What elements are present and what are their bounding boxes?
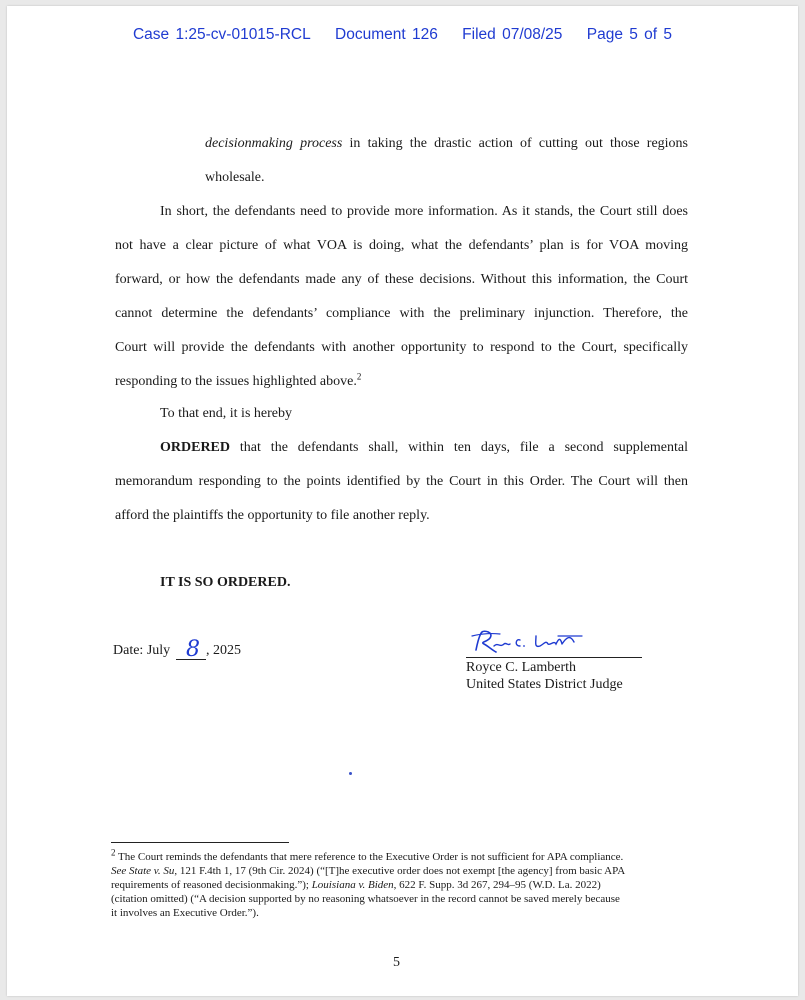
body-line: afford the plaintiffs the opportunity to file another reply. [115, 508, 430, 523]
footnote-line: (citation omitted) (“A decision supported by no reasoning whatsoever in the record cannot be saved merely because [111, 893, 620, 905]
body-line: In short, the defendants need to provide more information. As it stands, the Court still does [160, 204, 688, 219]
signature-line [466, 657, 642, 658]
date-year: , 2025 [206, 643, 241, 658]
footnote-line: it involves an Executive Order.”). [111, 907, 259, 919]
body-line: decisionmaking process in taking the drastic action of cutting out those regions [205, 136, 688, 151]
footnote-reference: 2 [356, 371, 362, 382]
body-line: cannot determine the defendants’ compliance with the preliminary injunction. Therefore, the [115, 306, 688, 321]
body-line: not have a clear picture of what VOA is doing, what the defendants’ plan is for VOA moving [115, 238, 688, 253]
date-label: Date: July [113, 643, 171, 658]
case-number: Case 1:25-cv-01015-RCL [132, 26, 311, 43]
footnote-divider [111, 842, 289, 843]
body-line: wholesale. [205, 170, 265, 185]
handwritten-date-day: 8 [186, 637, 200, 662]
body-line: memorandum responding to the points identified by the Court in this Order. The Court will then [115, 474, 688, 489]
so-ordered: IT IS SO ORDERED. [160, 575, 291, 590]
stray-ink-dot [349, 772, 352, 775]
ecf-header [0, 26, 805, 44]
footnote-line: See State v. Su, 121 F.4th 1, 17 (9th Cir. 2024) (“[T]he executive order does not exempt [the agency] from basic APA [111, 865, 626, 877]
page-indicator: Page 5 of 5 [586, 26, 673, 43]
judge-title: United States District Judge [466, 677, 623, 692]
document-page [7, 6, 798, 996]
footnote-line: $^2$ The Court reminds the defendants that mere reference to the Executive Order is not sufficient for APA compliance. [111, 847, 624, 863]
handwritten-signature [470, 628, 590, 658]
document-number: Document 126 [335, 26, 438, 43]
body-line: forward, or how the defendants made any of these decisions. Without this information, the Court [115, 272, 688, 287]
order-line: ORDERED that the defendants shall, within ten days, file a second supplemental [160, 440, 688, 455]
body-line: responding to the issues highlighted above.$^2$ [115, 371, 362, 389]
footnote-line: requirements of reasoned decisionmaking.”); Louisiana v. Biden, 622 F. Supp. 3d 267, 294–95 (W.D. La. 2022) [111, 879, 601, 891]
filed-date: Filed 07/08/25 [462, 26, 563, 43]
judge-name: Royce C. Lamberth [466, 660, 577, 675]
page-number: 5 [393, 955, 400, 970]
body-line: To that end, it is hereby [160, 406, 292, 421]
body-line: Court will provide the defendants with another opportunity to respond to the Court, specifically [115, 340, 688, 355]
